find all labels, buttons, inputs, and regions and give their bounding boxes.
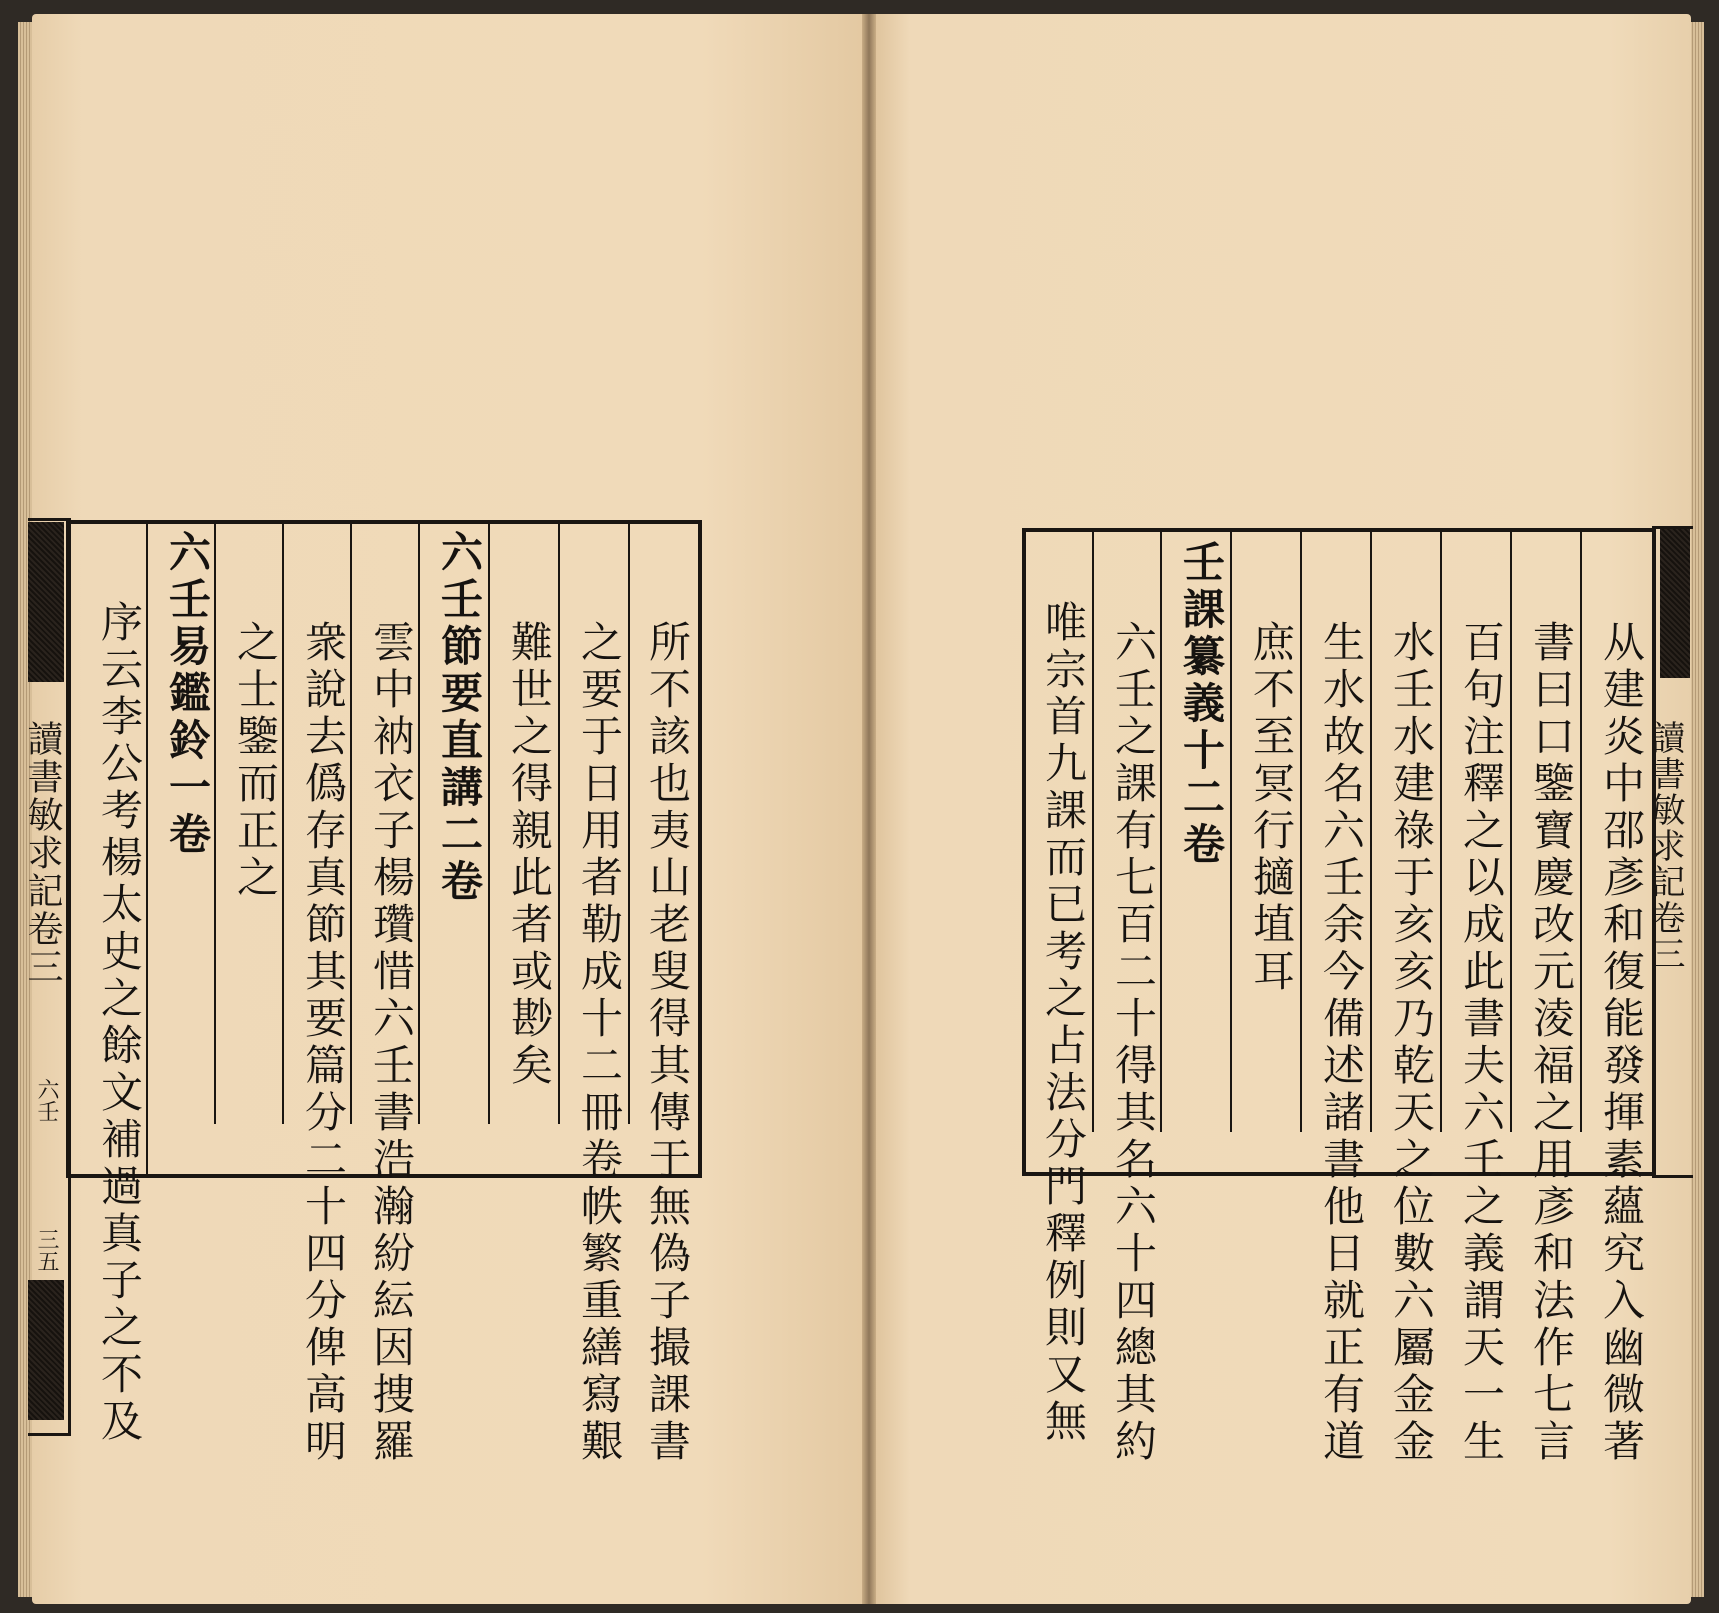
text-column: 雲中衲衣子楊瓚惜六壬書浩瀚紛紜因捜羅 (367, 620, 416, 1466)
text-column: 所不該也夷山老叟得其傳于無偽子撮課書 (643, 620, 692, 1466)
text-column: 生水故名六壬余今備述諸書他日就正有道 (1317, 620, 1366, 1466)
text-column: 百句注釋之以成此書夫六壬之義謂天一生 (1457, 620, 1506, 1466)
left-margin-section: 六壬 (34, 1078, 59, 1122)
section-heading: 壬課纂義十二卷 (1177, 540, 1226, 869)
left-margin-page-number: 三五 (34, 1228, 59, 1272)
section-heading: 六壬易鑑鈴一卷 (163, 530, 212, 859)
text-column: 之要于日用者勒成十二冊卷帙繁重繕寫艱 (575, 620, 624, 1466)
text-column: 序云李公考楊太史之餘文補過真子之不及 (95, 600, 144, 1446)
section-heading: 六壬節要直講二卷 (435, 530, 484, 906)
text-column: 水壬水建祿于亥亥乃乾天之位數六屬金金 (1387, 620, 1436, 1466)
left-margin-title: 讀書敏求記卷三 (22, 720, 63, 986)
text-column: 唯宗首九課而已考之占法分門釋例則又無 (1039, 600, 1088, 1446)
text-column: 从建炎中邵彥和復能發揮素蘊究入幽微著 (1597, 620, 1646, 1466)
text-column: 衆說去僞存真節其要篇分二十四分俾高明 (299, 620, 348, 1466)
text-column: 之士鑒而正之 (231, 620, 280, 902)
book-gutter (862, 14, 876, 1604)
text-column: 六壬之課有七百二十得其名六十四總其約 (1109, 620, 1158, 1466)
text-column: 庶不至冥行擿埴耳 (1247, 620, 1296, 996)
right-margin-title: 讀書敏求記卷三 (1645, 720, 1685, 972)
text-column: 書曰口鑒寶慶改元淩福之用彥和法作七言 (1527, 620, 1576, 1466)
text-column: 難世之得親此者或尠矣 (505, 620, 554, 1090)
